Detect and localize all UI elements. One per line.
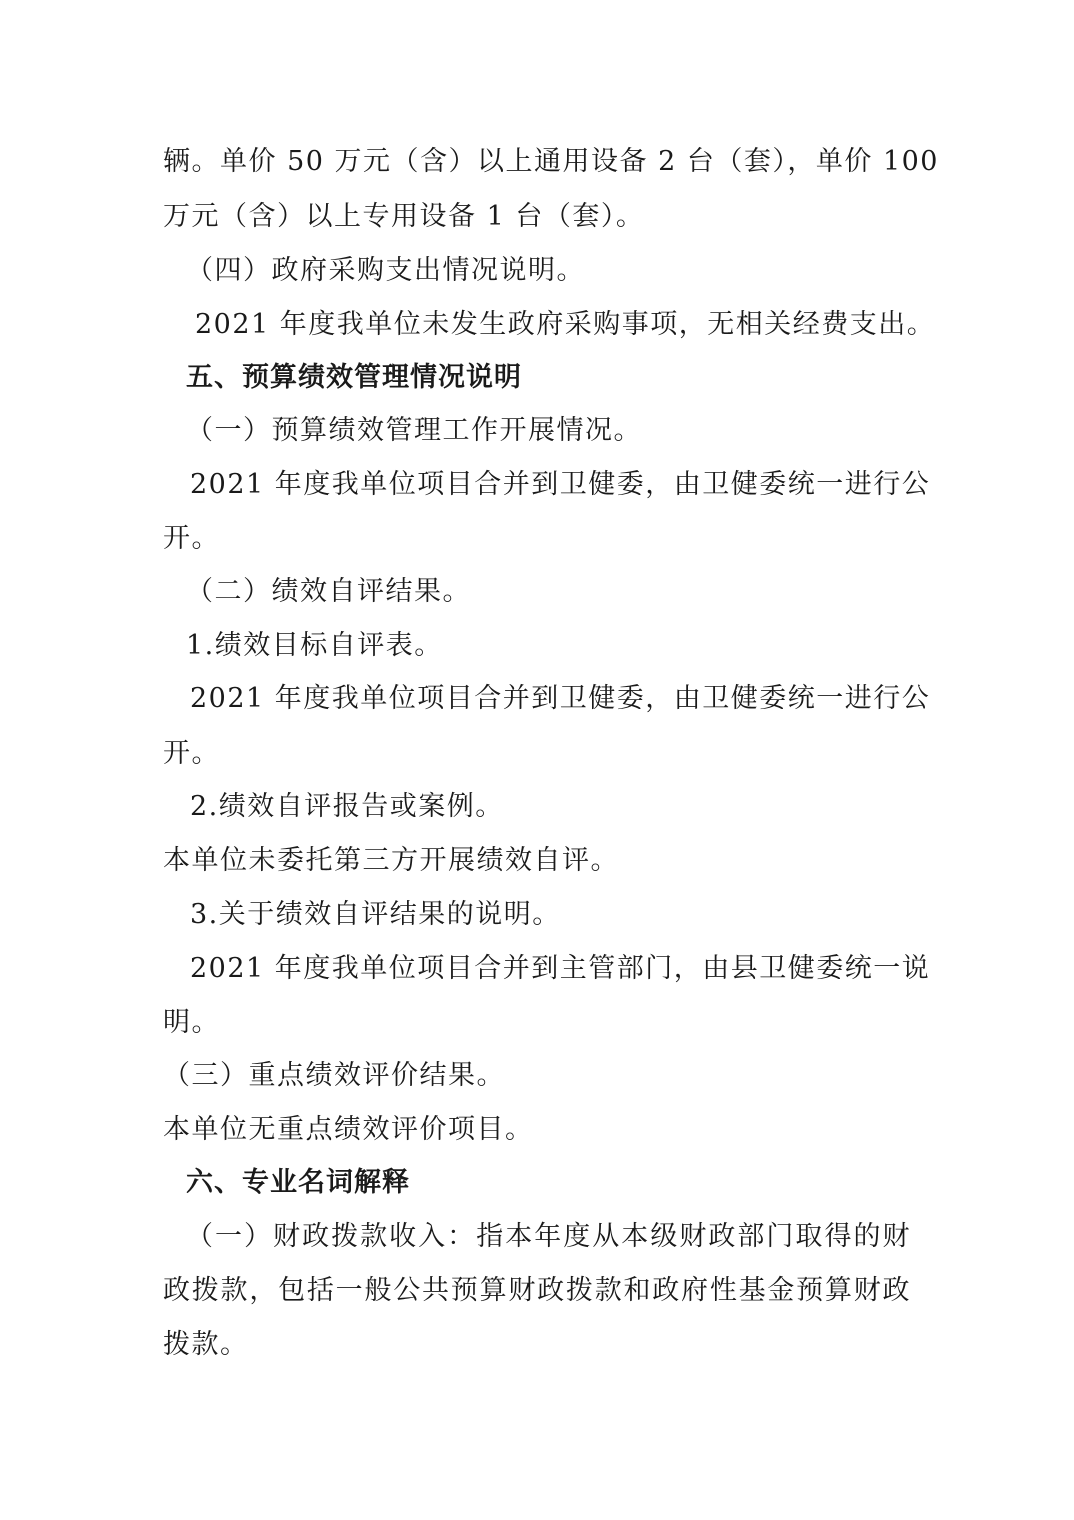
subsection-heading: （三）重点绩效评价结果。 — [163, 1060, 505, 1091]
paragraph-line: 2021 年度我单位项目合并到主管部门，由县卫健委统一说 — [190, 953, 931, 984]
paragraph-line: 2021 年度我单位项目合并到卫健委，由卫健委统一进行公 — [190, 683, 931, 714]
paragraph-line: 2021 年度我单位项目合并到卫健委，由卫健委统一进行公 — [190, 469, 931, 500]
item-heading: 1.绩效目标自评表。 — [186, 630, 443, 661]
paragraph-line: 辆。单价 50 万元（含）以上通用设备 2 台（套），单价 100 — [163, 146, 939, 177]
paragraph-line: 政拨款，包括一般公共预算财政拨款和政府性基金预算财政 — [163, 1275, 911, 1306]
paragraph-line: 本单位未委托第三方开展绩效自评。 — [163, 845, 619, 876]
paragraph-line: 本单位无重点绩效评价项目。 — [163, 1114, 534, 1145]
paragraph-line: （一）财政拨款收入：指本年度从本级财政部门取得的财 — [186, 1221, 911, 1252]
paragraph-line: 万元（含）以上专用设备 1 台（套）。 — [163, 201, 645, 232]
paragraph-line: 开。 — [163, 738, 220, 769]
paragraph-line: 明。 — [163, 1007, 220, 1038]
section-heading: 六、专业名词解释 — [186, 1167, 410, 1198]
paragraph-line: 开。 — [163, 523, 220, 554]
paragraph-line: 拨款。 — [163, 1329, 249, 1360]
paragraph-line: 2021 年度我单位未发生政府采购事项，无相关经费支出。 — [195, 309, 936, 340]
item-heading: 2.绩效自评报告或案例。 — [190, 791, 504, 822]
subsection-heading: （一）预算绩效管理工作开展情况。 — [186, 415, 642, 446]
item-heading: 3.关于绩效自评结果的说明。 — [190, 899, 561, 930]
subsection-heading: （四）政府采购支出情况说明。 — [186, 255, 585, 286]
subsection-heading: （二）绩效自评结果。 — [186, 576, 471, 607]
section-heading: 五、预算绩效管理情况说明 — [186, 362, 522, 393]
